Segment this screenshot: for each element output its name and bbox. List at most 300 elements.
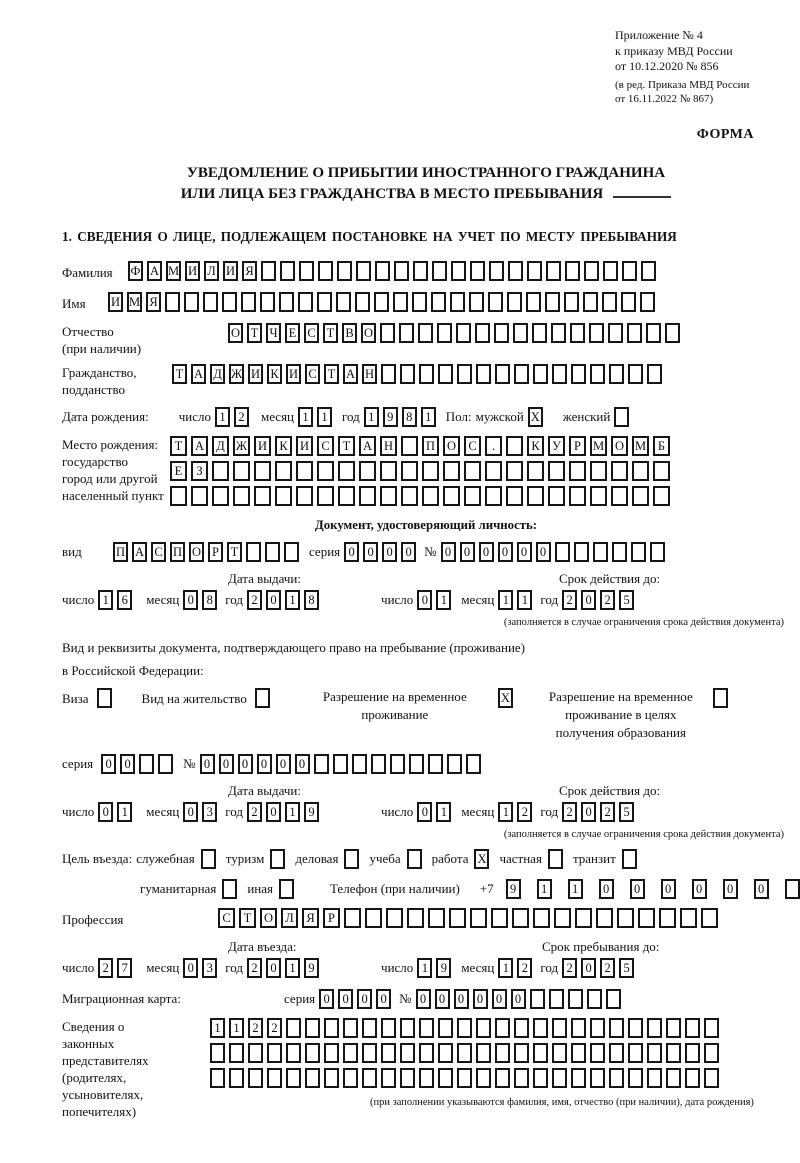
form-cell[interactable] xyxy=(451,261,466,281)
form-cell[interactable] xyxy=(229,1043,244,1063)
form-cell[interactable]: О xyxy=(611,436,628,456)
form-cell[interactable] xyxy=(704,1068,719,1088)
form-cell[interactable] xyxy=(545,292,560,312)
form-cell[interactable] xyxy=(399,323,414,343)
form-cell[interactable] xyxy=(352,754,367,774)
form-cell[interactable] xyxy=(476,1018,491,1038)
form-cell[interactable] xyxy=(593,542,608,562)
form-cell[interactable] xyxy=(275,461,292,481)
form-cell[interactable]: 1 xyxy=(498,958,513,978)
form-cell[interactable] xyxy=(390,754,405,774)
form-cell[interactable] xyxy=(532,323,547,343)
form-cell[interactable] xyxy=(419,1043,434,1063)
form-cell[interactable] xyxy=(552,1043,567,1063)
form-cell[interactable] xyxy=(298,292,313,312)
form-cell[interactable] xyxy=(475,323,490,343)
form-cell[interactable] xyxy=(407,908,424,928)
form-cell[interactable]: 2 xyxy=(98,958,113,978)
form-cell[interactable]: Т xyxy=(323,323,338,343)
form-cell[interactable]: Ч xyxy=(266,323,281,343)
form-cell[interactable] xyxy=(201,849,216,869)
form-cell[interactable]: 1 xyxy=(285,802,300,822)
form-cell[interactable] xyxy=(476,1068,491,1088)
form-cell[interactable]: Т xyxy=(239,908,256,928)
form-cell[interactable] xyxy=(609,364,624,384)
form-cell[interactable] xyxy=(476,1043,491,1063)
form-cell[interactable] xyxy=(564,292,579,312)
form-cell[interactable]: 0 xyxy=(441,542,456,562)
form-cell[interactable]: 0 xyxy=(200,754,215,774)
form-cell[interactable] xyxy=(438,1043,453,1063)
form-cell[interactable] xyxy=(506,461,523,481)
form-cell[interactable] xyxy=(554,908,571,928)
form-cell[interactable] xyxy=(246,542,261,562)
form-cell[interactable] xyxy=(400,1068,415,1088)
form-cell[interactable]: 3 xyxy=(202,958,217,978)
form-cell[interactable]: 1 xyxy=(421,407,436,427)
form-cell[interactable]: И xyxy=(108,292,123,312)
form-cell[interactable]: 0 xyxy=(511,989,526,1009)
form-cell[interactable] xyxy=(570,323,585,343)
form-cell[interactable]: 2 xyxy=(517,802,532,822)
form-cell[interactable] xyxy=(400,1043,415,1063)
form-cell[interactable] xyxy=(527,261,542,281)
form-cell[interactable] xyxy=(513,323,528,343)
form-cell[interactable]: 2 xyxy=(600,958,615,978)
form-cell[interactable]: Л xyxy=(204,261,219,281)
form-cell[interactable] xyxy=(608,323,623,343)
form-cell[interactable] xyxy=(584,261,599,281)
form-cell[interactable]: Я xyxy=(302,908,319,928)
form-cell[interactable] xyxy=(343,1043,358,1063)
form-cell[interactable] xyxy=(338,486,355,506)
form-cell[interactable] xyxy=(394,261,409,281)
form-cell[interactable] xyxy=(409,754,424,774)
form-cell[interactable]: М xyxy=(166,261,181,281)
form-cell[interactable]: Е xyxy=(285,323,300,343)
form-cell[interactable] xyxy=(533,1068,548,1088)
form-cell[interactable] xyxy=(456,323,471,343)
form-cell[interactable] xyxy=(785,879,800,899)
form-cell[interactable] xyxy=(470,908,487,928)
form-cell[interactable] xyxy=(549,989,564,1009)
form-cell[interactable] xyxy=(609,1018,624,1038)
form-cell[interactable] xyxy=(628,1068,643,1088)
form-cell[interactable] xyxy=(419,364,434,384)
form-cell[interactable]: 0 xyxy=(416,989,431,1009)
form-cell[interactable] xyxy=(431,292,446,312)
form-cell[interactable] xyxy=(233,486,250,506)
form-cell[interactable] xyxy=(365,908,382,928)
form-cell[interactable]: 6 xyxy=(117,590,132,610)
form-cell[interactable]: Ж xyxy=(229,364,244,384)
form-cell[interactable]: 2 xyxy=(562,802,577,822)
form-cell[interactable] xyxy=(184,292,199,312)
form-cell[interactable] xyxy=(296,486,313,506)
form-cell[interactable]: 0 xyxy=(581,958,596,978)
form-cell[interactable] xyxy=(485,461,502,481)
form-cell[interactable]: 0 xyxy=(101,754,116,774)
form-cell[interactable]: Ф xyxy=(128,261,143,281)
form-cell[interactable]: X xyxy=(498,688,513,708)
form-cell[interactable] xyxy=(470,261,485,281)
form-cell[interactable] xyxy=(552,364,567,384)
form-cell[interactable]: 1 xyxy=(568,879,583,899)
form-cell[interactable]: С xyxy=(305,364,320,384)
form-cell[interactable] xyxy=(191,486,208,506)
form-cell[interactable]: В xyxy=(342,323,357,343)
form-cell[interactable] xyxy=(432,261,447,281)
form-cell[interactable]: 0 xyxy=(363,542,378,562)
form-cell[interactable] xyxy=(606,989,621,1009)
form-cell[interactable] xyxy=(401,461,418,481)
form-cell[interactable] xyxy=(647,364,662,384)
form-cell[interactable] xyxy=(343,1068,358,1088)
form-cell[interactable] xyxy=(286,1018,301,1038)
form-cell[interactable] xyxy=(546,261,561,281)
form-cell[interactable] xyxy=(507,292,522,312)
form-cell[interactable]: К xyxy=(267,364,282,384)
form-cell[interactable] xyxy=(447,754,462,774)
form-cell[interactable] xyxy=(317,292,332,312)
form-cell[interactable] xyxy=(422,486,439,506)
form-cell[interactable] xyxy=(650,542,665,562)
form-cell[interactable] xyxy=(337,261,352,281)
form-cell[interactable] xyxy=(494,323,509,343)
form-cell[interactable] xyxy=(514,364,529,384)
form-cell[interactable] xyxy=(170,486,187,506)
form-cell[interactable] xyxy=(466,754,481,774)
form-cell[interactable]: П xyxy=(170,542,185,562)
form-cell[interactable]: 0 xyxy=(479,542,494,562)
form-cell[interactable] xyxy=(589,323,604,343)
form-cell[interactable] xyxy=(203,292,218,312)
form-cell[interactable] xyxy=(428,754,443,774)
form-cell[interactable] xyxy=(571,1043,586,1063)
form-cell[interactable]: 1 xyxy=(285,590,300,610)
form-cell[interactable] xyxy=(621,292,636,312)
form-cell[interactable]: X xyxy=(474,849,489,869)
form-cell[interactable]: 0 xyxy=(183,802,198,822)
form-cell[interactable]: 2 xyxy=(600,802,615,822)
form-cell[interactable] xyxy=(305,1018,320,1038)
form-cell[interactable]: Д xyxy=(210,364,225,384)
form-cell[interactable] xyxy=(533,1043,548,1063)
form-cell[interactable] xyxy=(248,1068,263,1088)
form-cell[interactable] xyxy=(488,292,503,312)
form-cell[interactable] xyxy=(569,461,586,481)
form-cell[interactable] xyxy=(418,323,433,343)
form-cell[interactable] xyxy=(565,261,580,281)
form-cell[interactable] xyxy=(386,908,403,928)
form-cell[interactable]: X xyxy=(528,407,543,427)
form-cell[interactable]: 2 xyxy=(248,1018,263,1038)
form-cell[interactable]: 0 xyxy=(692,879,707,899)
form-cell[interactable]: 0 xyxy=(344,542,359,562)
form-cell[interactable] xyxy=(571,1068,586,1088)
form-cell[interactable]: Л xyxy=(281,908,298,928)
form-cell[interactable]: Р xyxy=(208,542,223,562)
form-cell[interactable]: Т xyxy=(247,323,262,343)
form-cell[interactable]: 8 xyxy=(402,407,417,427)
form-cell[interactable] xyxy=(609,1043,624,1063)
form-cell[interactable]: 0 xyxy=(183,590,198,610)
form-cell[interactable] xyxy=(552,1018,567,1038)
form-cell[interactable]: О xyxy=(189,542,204,562)
form-cell[interactable]: 0 xyxy=(276,754,291,774)
form-cell[interactable]: 0 xyxy=(417,590,432,610)
form-cell[interactable] xyxy=(590,1068,605,1088)
form-cell[interactable]: Б xyxy=(653,436,670,456)
form-cell[interactable]: 2 xyxy=(517,958,532,978)
form-cell[interactable] xyxy=(438,364,453,384)
form-cell[interactable] xyxy=(464,461,481,481)
form-cell[interactable] xyxy=(355,292,370,312)
form-cell[interactable] xyxy=(443,486,460,506)
form-cell[interactable] xyxy=(296,461,313,481)
form-cell[interactable] xyxy=(305,1068,320,1088)
form-cell[interactable] xyxy=(627,323,642,343)
form-cell[interactable] xyxy=(527,486,544,506)
form-cell[interactable]: 0 xyxy=(581,590,596,610)
form-cell[interactable]: О xyxy=(260,908,277,928)
form-cell[interactable]: С xyxy=(464,436,481,456)
form-cell[interactable] xyxy=(265,542,280,562)
form-cell[interactable] xyxy=(590,1018,605,1038)
form-cell[interactable]: 0 xyxy=(492,989,507,1009)
form-cell[interactable]: 1 xyxy=(436,802,451,822)
form-cell[interactable]: 0 xyxy=(517,542,532,562)
form-cell[interactable] xyxy=(646,323,661,343)
form-cell[interactable]: 0 xyxy=(338,989,353,1009)
form-cell[interactable] xyxy=(165,292,180,312)
form-cell[interactable]: 0 xyxy=(319,989,334,1009)
form-cell[interactable] xyxy=(569,486,586,506)
form-cell[interactable] xyxy=(212,461,229,481)
form-cell[interactable] xyxy=(533,908,550,928)
form-cell[interactable] xyxy=(359,486,376,506)
form-cell[interactable] xyxy=(495,364,510,384)
form-cell[interactable]: 2 xyxy=(247,958,262,978)
form-cell[interactable] xyxy=(343,1018,358,1038)
form-cell[interactable]: 0 xyxy=(417,802,432,822)
form-cell[interactable]: 0 xyxy=(98,802,113,822)
form-cell[interactable] xyxy=(506,436,523,456)
form-cell[interactable] xyxy=(362,1068,377,1088)
form-cell[interactable]: 1 xyxy=(436,590,451,610)
form-cell[interactable]: А xyxy=(359,436,376,456)
form-cell[interactable] xyxy=(393,292,408,312)
form-cell[interactable] xyxy=(380,461,397,481)
form-cell[interactable]: И xyxy=(296,436,313,456)
form-cell[interactable]: И xyxy=(286,364,301,384)
form-cell[interactable] xyxy=(210,1068,225,1088)
form-cell[interactable]: 1 xyxy=(498,590,513,610)
form-cell[interactable] xyxy=(450,292,465,312)
form-cell[interactable] xyxy=(380,486,397,506)
form-cell[interactable]: 0 xyxy=(460,542,475,562)
form-cell[interactable]: У xyxy=(548,436,565,456)
form-cell[interactable] xyxy=(489,261,504,281)
form-cell[interactable]: С xyxy=(304,323,319,343)
form-cell[interactable]: И xyxy=(254,436,271,456)
form-cell[interactable] xyxy=(527,461,544,481)
form-cell[interactable] xyxy=(622,849,637,869)
form-cell[interactable] xyxy=(609,1068,624,1088)
form-cell[interactable] xyxy=(638,908,655,928)
form-cell[interactable] xyxy=(653,461,670,481)
form-cell[interactable] xyxy=(254,461,271,481)
form-cell[interactable] xyxy=(533,1018,548,1038)
form-cell[interactable]: 0 xyxy=(473,989,488,1009)
form-cell[interactable] xyxy=(611,486,628,506)
form-cell[interactable] xyxy=(401,486,418,506)
form-cell[interactable]: А xyxy=(132,542,147,562)
form-cell[interactable] xyxy=(241,292,256,312)
form-cell[interactable] xyxy=(374,292,389,312)
form-cell[interactable] xyxy=(647,1043,662,1063)
form-cell[interactable]: 3 xyxy=(202,802,217,822)
form-cell[interactable] xyxy=(457,1018,472,1038)
form-cell[interactable] xyxy=(628,364,643,384)
form-cell[interactable]: 0 xyxy=(295,754,310,774)
form-cell[interactable] xyxy=(381,1043,396,1063)
form-cell[interactable]: 0 xyxy=(357,989,372,1009)
form-cell[interactable] xyxy=(653,486,670,506)
form-cell[interactable]: З xyxy=(191,461,208,481)
form-cell[interactable] xyxy=(508,261,523,281)
form-cell[interactable]: Т xyxy=(170,436,187,456)
form-cell[interactable]: 0 xyxy=(536,542,551,562)
form-cell[interactable] xyxy=(333,754,348,774)
form-cell[interactable]: 1 xyxy=(498,802,513,822)
form-cell[interactable]: 5 xyxy=(619,802,634,822)
form-cell[interactable]: 5 xyxy=(619,590,634,610)
form-cell[interactable]: Р xyxy=(569,436,586,456)
form-cell[interactable] xyxy=(464,486,481,506)
form-cell[interactable] xyxy=(419,1018,434,1038)
form-cell[interactable] xyxy=(551,323,566,343)
form-cell[interactable]: И xyxy=(185,261,200,281)
form-cell[interactable] xyxy=(324,1068,339,1088)
form-cell[interactable]: 0 xyxy=(723,879,738,899)
form-cell[interactable] xyxy=(575,908,592,928)
form-cell[interactable] xyxy=(305,1043,320,1063)
form-cell[interactable]: 0 xyxy=(454,989,469,1009)
form-cell[interactable] xyxy=(583,292,598,312)
form-cell[interactable]: А xyxy=(343,364,358,384)
form-cell[interactable] xyxy=(412,292,427,312)
form-cell[interactable] xyxy=(666,1068,681,1088)
form-cell[interactable] xyxy=(356,261,371,281)
form-cell[interactable] xyxy=(512,908,529,928)
form-cell[interactable]: 2 xyxy=(247,590,262,610)
form-cell[interactable]: 1 xyxy=(298,407,313,427)
form-cell[interactable] xyxy=(568,989,583,1009)
form-cell[interactable] xyxy=(419,1068,434,1088)
form-cell[interactable]: К xyxy=(275,436,292,456)
form-cell[interactable]: 2 xyxy=(562,958,577,978)
form-cell[interactable] xyxy=(229,1068,244,1088)
form-cell[interactable]: 5 xyxy=(619,958,634,978)
form-cell[interactable] xyxy=(603,261,618,281)
form-cell[interactable] xyxy=(587,989,602,1009)
form-cell[interactable] xyxy=(260,292,275,312)
form-cell[interactable] xyxy=(590,1043,605,1063)
form-cell[interactable]: 9 xyxy=(304,802,319,822)
form-cell[interactable] xyxy=(158,754,173,774)
form-cell[interactable]: М xyxy=(632,436,649,456)
form-cell[interactable]: 1 xyxy=(417,958,432,978)
form-cell[interactable]: Ж xyxy=(233,436,250,456)
form-cell[interactable]: Р xyxy=(323,908,340,928)
form-cell[interactable] xyxy=(443,461,460,481)
form-cell[interactable] xyxy=(375,261,390,281)
form-cell[interactable] xyxy=(647,1068,662,1088)
form-cell[interactable]: 1 xyxy=(285,958,300,978)
form-cell[interactable] xyxy=(590,486,607,506)
form-cell[interactable]: 1 xyxy=(210,1018,225,1038)
form-cell[interactable] xyxy=(255,688,270,708)
form-cell[interactable] xyxy=(233,461,250,481)
form-cell[interactable] xyxy=(381,1068,396,1088)
form-cell[interactable]: 0 xyxy=(266,802,281,822)
form-cell[interactable] xyxy=(317,461,334,481)
form-cell[interactable] xyxy=(324,1018,339,1038)
form-cell[interactable]: О xyxy=(228,323,243,343)
form-cell[interactable]: О xyxy=(443,436,460,456)
form-cell[interactable] xyxy=(614,407,629,427)
form-cell[interactable] xyxy=(701,908,718,928)
form-cell[interactable] xyxy=(437,323,452,343)
form-cell[interactable] xyxy=(548,461,565,481)
form-cell[interactable]: 2 xyxy=(562,590,577,610)
form-cell[interactable] xyxy=(318,261,333,281)
form-cell[interactable]: 9 xyxy=(436,958,451,978)
form-cell[interactable] xyxy=(267,1068,282,1088)
form-cell[interactable]: 0 xyxy=(219,754,234,774)
form-cell[interactable]: 0 xyxy=(599,879,614,899)
form-cell[interactable] xyxy=(495,1018,510,1038)
form-cell[interactable] xyxy=(469,292,484,312)
form-cell[interactable] xyxy=(622,261,637,281)
form-cell[interactable] xyxy=(267,1043,282,1063)
form-cell[interactable]: 0 xyxy=(238,754,253,774)
form-cell[interactable] xyxy=(254,486,271,506)
form-cell[interactable]: Т xyxy=(338,436,355,456)
form-cell[interactable]: 9 xyxy=(304,958,319,978)
form-cell[interactable]: М xyxy=(127,292,142,312)
form-cell[interactable] xyxy=(413,261,428,281)
form-cell[interactable] xyxy=(286,1043,301,1063)
form-cell[interactable]: 1 xyxy=(229,1018,244,1038)
form-cell[interactable] xyxy=(552,1068,567,1088)
form-cell[interactable] xyxy=(362,1018,377,1038)
form-cell[interactable] xyxy=(685,1018,700,1038)
form-cell[interactable] xyxy=(280,261,295,281)
form-cell[interactable]: П xyxy=(113,542,128,562)
form-cell[interactable]: Я xyxy=(146,292,161,312)
form-cell[interactable]: 1 xyxy=(517,590,532,610)
form-cell[interactable] xyxy=(380,323,395,343)
form-cell[interactable]: К xyxy=(527,436,544,456)
form-cell[interactable] xyxy=(666,1043,681,1063)
form-cell[interactable] xyxy=(617,908,634,928)
form-cell[interactable]: Т xyxy=(172,364,187,384)
form-cell[interactable]: 0 xyxy=(661,879,676,899)
form-cell[interactable]: 1 xyxy=(317,407,332,427)
form-cell[interactable] xyxy=(680,908,697,928)
